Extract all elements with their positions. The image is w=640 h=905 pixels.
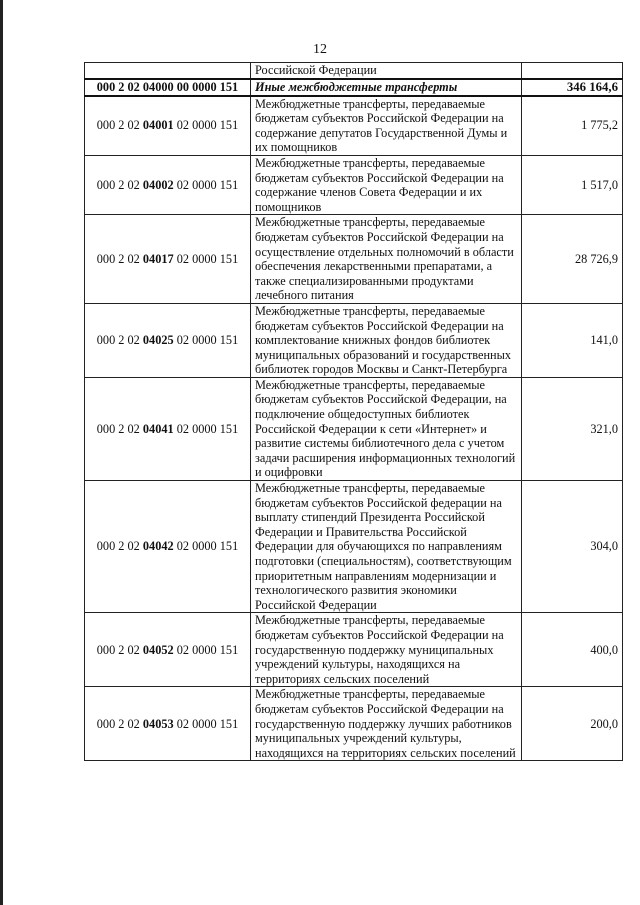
- code-cell: [85, 155, 251, 214]
- code-prefix: 000 2 02: [96, 716, 143, 731]
- code-cell: [85, 303, 251, 377]
- name-cell: Межбюджетные трансферты, передаваемые бюджетам субъектов Российской Федерации на государственную поддержку лучших работников муниципальных учреждений культуры, находящихся на территориях сельских поселений: [251, 687, 522, 761]
- code-cell: [85, 481, 251, 613]
- code-prefix: 000 2 02: [96, 539, 143, 554]
- code-cell: [85, 63, 251, 79]
- code-bold-part: 04017: [142, 251, 174, 266]
- code-bold-part: 04025: [142, 333, 174, 348]
- table-row: [85, 613, 623, 687]
- code-cell: [85, 215, 251, 304]
- sum-cell: 28 726,9: [522, 215, 623, 304]
- name-cell: Межбюджетные трансферты, передаваемые бюджетам субъектов Российской федерации на выплату стипендий Президента Российской Федерации и Правительства Российской Федерации для обучающихся по направлениям подготовки (специальностям), соответствующим приоритетным направлениям модернизации и технологического развития экономики Российской Федерации: [251, 481, 522, 613]
- table-row: [85, 155, 623, 214]
- table-row-section-header: [85, 79, 623, 96]
- sum-cell: 200,0: [522, 687, 623, 761]
- code-suffix: 02 0000 151: [173, 118, 239, 133]
- table-row: [85, 481, 623, 613]
- code-prefix: 000 2 02: [96, 251, 143, 266]
- name-cell: Российской Федерации: [251, 63, 522, 79]
- code-cell: 000 2 02 04000 00 0000 151: [85, 79, 251, 96]
- sum-cell: [522, 63, 623, 79]
- table-row: [85, 687, 623, 761]
- name-cell: Межбюджетные трансферты, передаваемые бюджетам субъектов Российской Федерации на комплектование книжных фондов библиотек муниципальных образований и государственных библиотек городов Москвы и Санкт-Петербурга: [251, 303, 522, 377]
- table-row: [85, 303, 623, 377]
- code-suffix: 02 0000 151: [173, 177, 239, 192]
- code-bold-part: 04001: [142, 118, 174, 133]
- name-cell: Иные межбюджетные трансферты: [251, 79, 522, 96]
- sum-cell: 141,0: [522, 303, 623, 377]
- code-suffix: 02 0000 151: [173, 251, 239, 266]
- code-prefix: 000 2 02: [96, 333, 143, 348]
- table-row-continuation: [85, 63, 623, 79]
- code-suffix: 02 0000 151: [173, 716, 239, 731]
- code-prefix: 000 2 02: [96, 118, 143, 133]
- code-suffix: 02 0000 151: [173, 421, 239, 436]
- code-bold-part: 04042: [142, 539, 174, 554]
- budget-table: [84, 62, 623, 761]
- code-cell: [85, 687, 251, 761]
- table-row: [85, 377, 623, 480]
- name-cell: Межбюджетные трансферты, передаваемые бюджетам субъектов Российской Федерации, на подключение общедоступных библиотек Российской Федерации к сети «Интернет» и развитие системы библиотечного дела с учетом задачи расширения информационных технологий и оцифровки: [251, 377, 522, 480]
- scan-edge-shadow: [0, 0, 3, 905]
- sum-cell: 346 164,6: [522, 79, 623, 96]
- page-number: 12: [313, 42, 327, 57]
- name-cell: Межбюджетные трансферты, передаваемые бюджетам субъектов Российской Федерации на государственную поддержку муниципальных учреждений культуры, находящихся на территориях сельских поселений: [251, 613, 522, 687]
- sum-cell: 321,0: [522, 377, 623, 480]
- code-cell: [85, 613, 251, 687]
- sum-cell: 304,0: [522, 481, 623, 613]
- code-prefix: 000 2 02: [96, 642, 143, 657]
- sum-cell: 400,0: [522, 613, 623, 687]
- code-suffix: 02 0000 151: [173, 333, 239, 348]
- code-suffix: 02 0000 151: [173, 642, 239, 657]
- code-bold-part: 04041: [142, 421, 174, 436]
- code-bold-part: 04053: [142, 716, 174, 731]
- code-bold-part: 04052: [142, 642, 174, 657]
- sum-cell: 1 517,0: [522, 155, 623, 214]
- code-suffix: 02 0000 151: [173, 539, 239, 554]
- table-row: [85, 215, 623, 304]
- code-prefix: 000 2 02: [96, 421, 143, 436]
- sum-cell: 1 775,2: [522, 96, 623, 156]
- code-bold-part: 04002: [142, 177, 174, 192]
- name-cell: Межбюджетные трансферты, передаваемые бюджетам субъектов Российской Федерации на содержание членов Совета Федерации и их помощников: [251, 155, 522, 214]
- code-cell: [85, 377, 251, 480]
- code-cell: [85, 96, 251, 156]
- name-cell: Межбюджетные трансферты, передаваемые бюджетам субъектов Российской Федерации на осуществление отдельных полномочий в области обеспечения лекарственными препаратами, а также специализированными продуктами лечебного питания: [251, 215, 522, 304]
- name-cell: Межбюджетные трансферты, передаваемые бюджетам субъектов Российской Федерации на содержание депутатов Государственной Думы и их помощников: [251, 96, 522, 156]
- table-row: [85, 96, 623, 156]
- code-prefix: 000 2 02: [96, 177, 143, 192]
